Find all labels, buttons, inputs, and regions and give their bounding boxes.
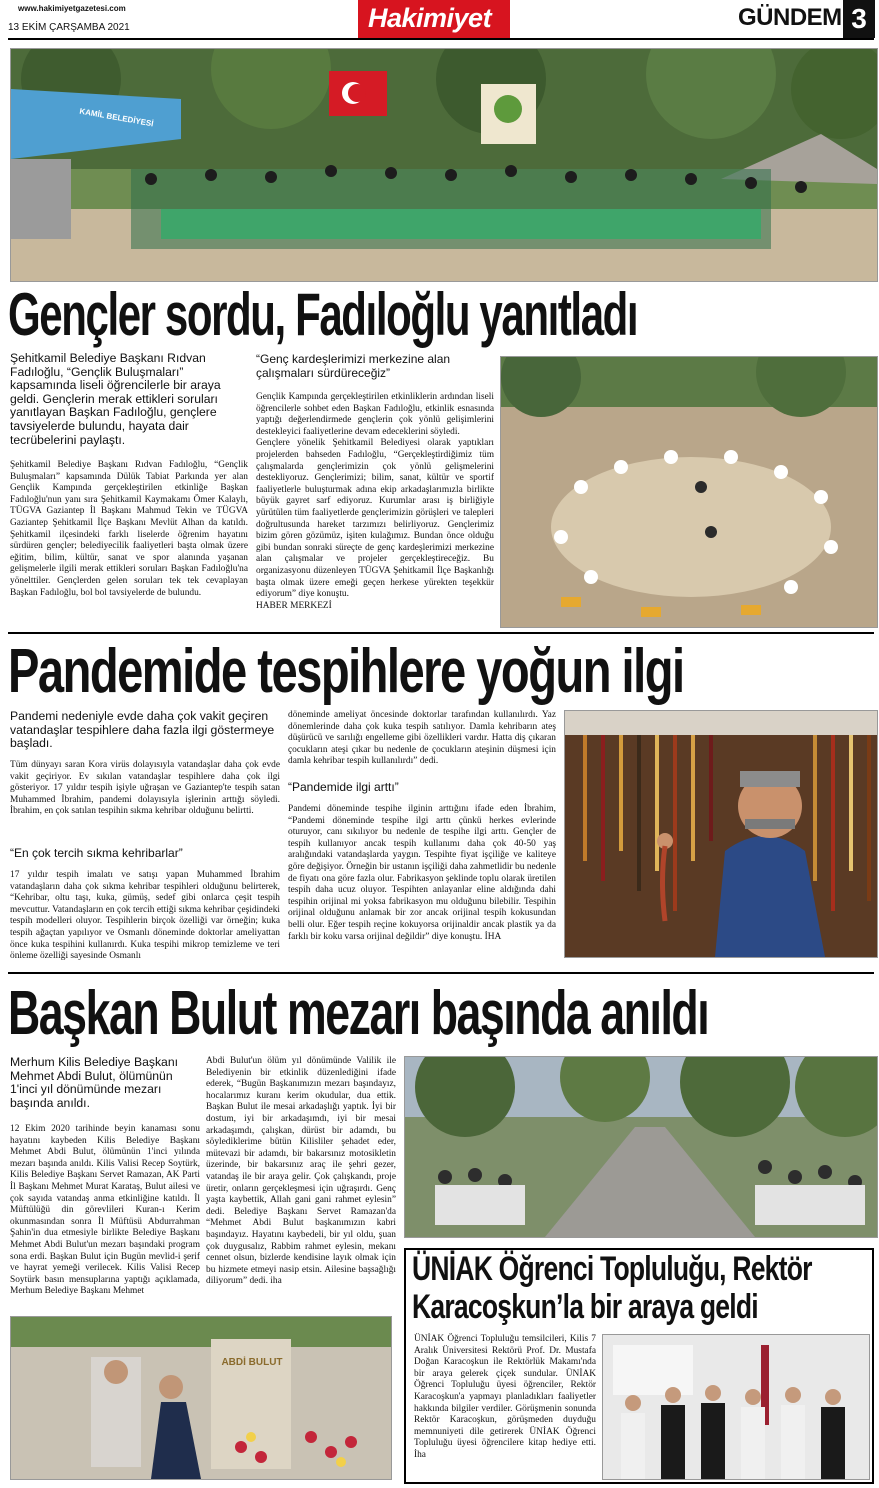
article1-subhead: “Genç kardeşlerimizi merkezine alan çalışmaları sürdüreceğiz” <box>256 352 451 380</box>
masthead-rule <box>8 38 874 40</box>
website-url: www.hakimiyetgazetesi.com <box>18 4 126 13</box>
rector-meeting-photo-art <box>603 1335 869 1479</box>
page-number-box <box>843 0 875 38</box>
article2-subhead2: “Pandemide ilgi arttı” <box>288 780 399 794</box>
section-label: GÜNDEM <box>738 4 842 31</box>
article2-body-col1b: 17 yıldır tespih imalatı ve satışı yapan Muhammed İbrahim vatandaşların daha çok sıkma kehribar tespihleri olduğunu belirterek, “Kehribar, oltu taşı, kuka, gümüş, sedef gibi onlarca çeşit tespih mevcuttur. Vatandaşların en çok tercih ettiği sıkma kehribar çeşidindeki tespih modelleri oluyor. Tespihlerin birçok özelliği var örneğin; kuka tespih ağaçtan yapılıyor ve Osmanlı döneminde doktorlar ameliyattan önce kuka tespihini kullanırdı. Kuka tespihi mikrop temizleme ve teri önleme özelliği sayesinde Osmanlı <box>10 870 280 962</box>
article1-byline: HABER MERKEZİ <box>256 600 332 611</box>
masthead-logo <box>358 0 510 38</box>
grave-visit-photo-art <box>11 1317 391 1479</box>
article3-headline: Başkan Bulut mezarı başında anıldı <box>8 979 709 1048</box>
article4-body: ÜNİAK Öğrenci Topluluğu temsilcileri, Kilis 7 Aralık Üniversitesi Rektörü Prof. Dr. Mustafa Doğan Karacoşkun ile Rektörlük Makamı'nda bir araya gelerek çiçek sundular. ÜNİAK Öğrenci Topluluğu üyesi öğrenciler, Rektör Karacoşkun'a yapmayı planladıkları faaliyetler hakkında bilgiler verdiler. Görüşmenin sonunda Rektör Karacoşkun, görüşmeden duyduğu memnuniyeti dile getirerek ÜNİAK Öğrenci Topluluğu üyesi öğrencilere kitap hediye etti. İha <box>414 1334 596 1460</box>
article1-paragraph: Gençlik Kampında gerçekleştirilen etkinliklerin ardından liseli öğrencilerle sohbet eden Başkan Fadıloğlu, etkinlik esnasında yaptığı değerlendirmede gençlerin çok yönlü gelişimlerini destekleyici faaliyetlerine devam edeceklerini söyledi. <box>256 392 494 437</box>
youth-circle-photo-art <box>501 357 877 627</box>
article3-lede: Merhum Kilis Belediye Başkanı Mehmet Abdi Bulut, ölümünün 1'inci yıl dönümünde mezarı başında anıldı. <box>10 1055 178 1110</box>
article3-body-col2: Abdi Bulut'un ölüm yıl dönümünde Valilik ile Belediyenin bir etkinlik düzenlediğini ifade ederek, “Bugün Başkanımızın mezarı başındayız, hocalarımız kuranı kerim okudular, dua ettik. Başkan Bulut ile mesai arkadaşlığı yaptık. İyi bir dostum, iyi bir arkadaşımdı, iyi bir mesai arkadaşımdı, çalışkan, dürüst bir adamdı, bu söylediklerime bütün Kilisliler şehadet eder, mütevazi bir adamdı, bir bakarsınız motosikletin üzerinde, bir bakarsınız araç ile şehri gezer, vatandaş ile bir araya gelir. Çok çalışkandı, proje üretir, onların gerçekleşmesi için uğraşırdı. Genç yaşta kaybettik, Allah gani gani rahmet eylesin” dedi. Belediye Başkanı Servet Ramazan'da “Mehmet Abdi Bulut başkanımızın kabri başındayız. Hayatını kaybedeli, bir yıl oldu, şuan çok duygusalız, Rabbim rahmet eylesin, mekanı cennet olsun, bizlerde kendisine layık olmak için bu hizmete etmeyi nasip etsin. Ailesine başsağlığı diliyorum” dedi. iha <box>206 1056 396 1287</box>
article1-headline: Gençler sordu, Fadıloğlu yanıtladı <box>8 281 638 348</box>
student-rector-meeting-photo <box>602 1334 870 1480</box>
article2-subhead1: “En çok tercih sıkma kehribarlar” <box>10 846 183 860</box>
cemetery-crowd-photo-art <box>405 1057 877 1237</box>
youth-camp-circle-photo <box>500 356 878 628</box>
article1-body-col1: Şehitkamil Belediye Başkanı Rıdvan Fadıloğlu, “Gençlik Buluşmaları” kapsamında Dülük Tabiat Parkında yer alan Gençlik Kampında gerçekleştirilen etkinliğe Başkan Fadıloğlu'nun yanı sıra Şehitkamil Kaymakamı Ömer Kalaylı, TÜGVA Gaziantep İl Başkanı Mahmud Tekin ve TÜGVA Gaziantep Şehitkamil İlçe Başkanı Mevlüt Alhan da katıldı. Şehitkamil ilçesindeki farklı liselerde öğrenim hayatını sürdüren gençler; belediyecilik faaliyetleri başta olmak üzere eğitim, bilim, kültür, sanat ve spor alanında yaşanan gelişmelerle ilgili merak ettikleri soruları Başkan Fadıloğlu'na yönelttiler. Gençlerden gelen soruları tek tek cevaplayan Başkan Fadıloğlu, bol bol tavsiyelerde de bulundu. <box>10 460 248 598</box>
article4-headline-line2: Karacoşkun’la bir araya geldi <box>412 1288 758 1326</box>
logo-text: Hakimiyet <box>368 3 492 33</box>
article1-body-col2 <box>256 392 494 612</box>
article2-body-col1a: Tüm dünyayı saran Kora virüs dolayısıyla vatandaşlar daha çok evde vakit geçiriyor. Ev sıkılan vatandaşlar tespihlere daha çok ilgi gösteriyor. 17 yıldır tespih işiyle uğraşan ve Gaziantep'te tespih satan Muhammed İbrahim, pandemi dolayısıyla işlerinin arttığı söyledi. İbrahim, en çok satılan tespihin sıkma kehribar olduğunu belirtti. <box>10 760 280 817</box>
page-number: 3 <box>851 3 867 34</box>
cemetery-crowd-photo <box>404 1056 878 1238</box>
photo-banner-text: KAMİL BELEDİYESİ <box>78 106 155 129</box>
article3-body-col1: 12 Ekim 2020 tarihinde beyin kanaması sonu hayatını kaybeden Kilis Belediye Başkanı Mehmet Abdi Bulut, ölümünün 1'inci yılında mezarı başında anıldı. Kilis Valisi Recep Soytürk, Kilis Belediye Başkanı Servet Ramazan, AK Parti İl Başkanı Mehmet Murat Karataş, Bulut ailesi ve çok sayıda vatandaş anma etkinliğine katıldı. İl Müftülüğü din görevlileri Kuran-ı Kerim okunmasından sonra İl Müftüsü Abdurrahman Şahin'in dua etmesiyle birlikte Belediye Başkanı Mehmet Abdi Bulut'un mezarı başındaki program sona erdi. Başkan Bulut için Bugün mevlid-i şerif ve hayrat yemeği verilecek. Kilis Valisi Recep Soytürk basın mensuplarına yaptığı açıklamada, Merhum Belediye Başkanı Mehmet <box>10 1124 200 1297</box>
youth-camp-group-photo <box>10 48 878 282</box>
grave-visit-photo <box>10 1316 392 1480</box>
prayer-beads-photo-art <box>565 711 877 957</box>
article4-headline-line1: ÜNİAK Öğrenci Topluluğu, Rektör <box>412 1250 812 1288</box>
article2-body-col2a: döneminde ameliyat öncesinde doktorlar tarafından kullanılırdı. Yaz dönemlerinde daha çok kuka tespih satılıyor. Damla kehribarın ateş düşürücü ve sarılığı engelleme gibi özellikleri vardır. Hatta diş çıkaran çocukların ateşi çıkar bu nedenle de çocukların ateşinin düşmesi için damla kehribar tespih kullanılırdı” dedi. <box>288 710 556 767</box>
grave-name-text: ABDİ BULUT <box>221 1357 283 1368</box>
article1-paragraph: Gençlere yönelik Şehitkamil Belediyesi olarak yaptıkları projelerden bahseden Fadıloğlu, “Gerçekleştirdiğimiz tüm çalışmalarda gençlerimizin çok yönlü gelişmelerini destekliyoruz. Gençlerimizi; bilim, sanat, kültür ve sportif faaliyetlerle buluşturmak adına ekip arkadaşlarımızla birlikte büyük gayret sarf ediyoruz. Kurumlar arası iş birliğiyle yürütülen tüm faaliyetlerde gençlerimizin görüşleri ve talepleri doğrultusunda hareket tarzımızı belirliyoruz. Gençlerimiz bizim gören gözümüz, işiten kulağımız. Bundan önce olduğu gibi bundan sonraki süreçte de genç kardeşlerimizi merkezine alan çalışmalar ve projeler gerçekleştireceğiz. Bu organizasyonu düzenleyen TÜGVA Şehitkamil İlçe Başkanlığı başta olmak üzere emeği geçen herkese yürekten teşekkür ediyorum” diye konuştu. <box>256 438 494 600</box>
section-divider-1 <box>8 632 874 634</box>
youth-camp-photo-art <box>11 49 877 281</box>
article2-headline: Pandemide tespihlere yoğun ilgi <box>8 637 684 706</box>
article2-lede: Pandemi nedeniyle evde daha çok vakit geçiren vatandaşlar tespihlere daha fazla ilgi göstermeye başladı. <box>10 709 275 751</box>
issue-date: 13 EKİM ÇARŞAMBA 2021 <box>8 22 130 33</box>
article1-lede: Şehitkamil Belediye Başkanı Rıdvan Fadıloğlu, “Gençlik Buluşmaları” kapsamında liseli öğrencilerle bir araya geldi. Gençlerin merak ettikleri soruları yanıtlayan Başkan Fadıloğlu, gençlere tavsiyelerde bulundu, hayata dair tecrübelerini paylaştı. <box>10 351 221 447</box>
article2-body-col2b: Pandemi döneminde tespihe ilginin arttığını ifade eden İbrahim, “Pandemi döneminde tespihe ilgi arttı çünkü herkes evlerinde oturuyor, canı sıkılıyor bu nedenle de tespihe ilgi arttı. Gençler de tespih kullanıyor ancak tespih kullanımı daha çok 40-50 yaş aralığındaki vatandaşlarda yaygın. Tespihte fiyat işçiliğe ve kaliteye göre değişiyor. Örneğin bir ustanın işçiliği daha zahmetlidir bu nedenle de fiyatı ona göre fazla olur. Fabrikasyon şeklinde toplu olarak üretilen tespih daha ucuz oluyor. Tespihten anlayanlar eline aldığında dahi tespihin orijinal mi yoksa fabrikasyon mu olduğunu bilebilir. Tespihin orijinal olduğunu anlamak bir zor ancak orijinal tespih kokusundan belli olur. Eğer tespih reçine kokuyorsa orijinaldir ancak plastik ya da farklı bir koku varsa orijinal değildir” diye konuştu. İHA <box>288 804 556 942</box>
section-divider-2 <box>8 972 874 974</box>
prayer-beads-seller-photo <box>564 710 878 958</box>
